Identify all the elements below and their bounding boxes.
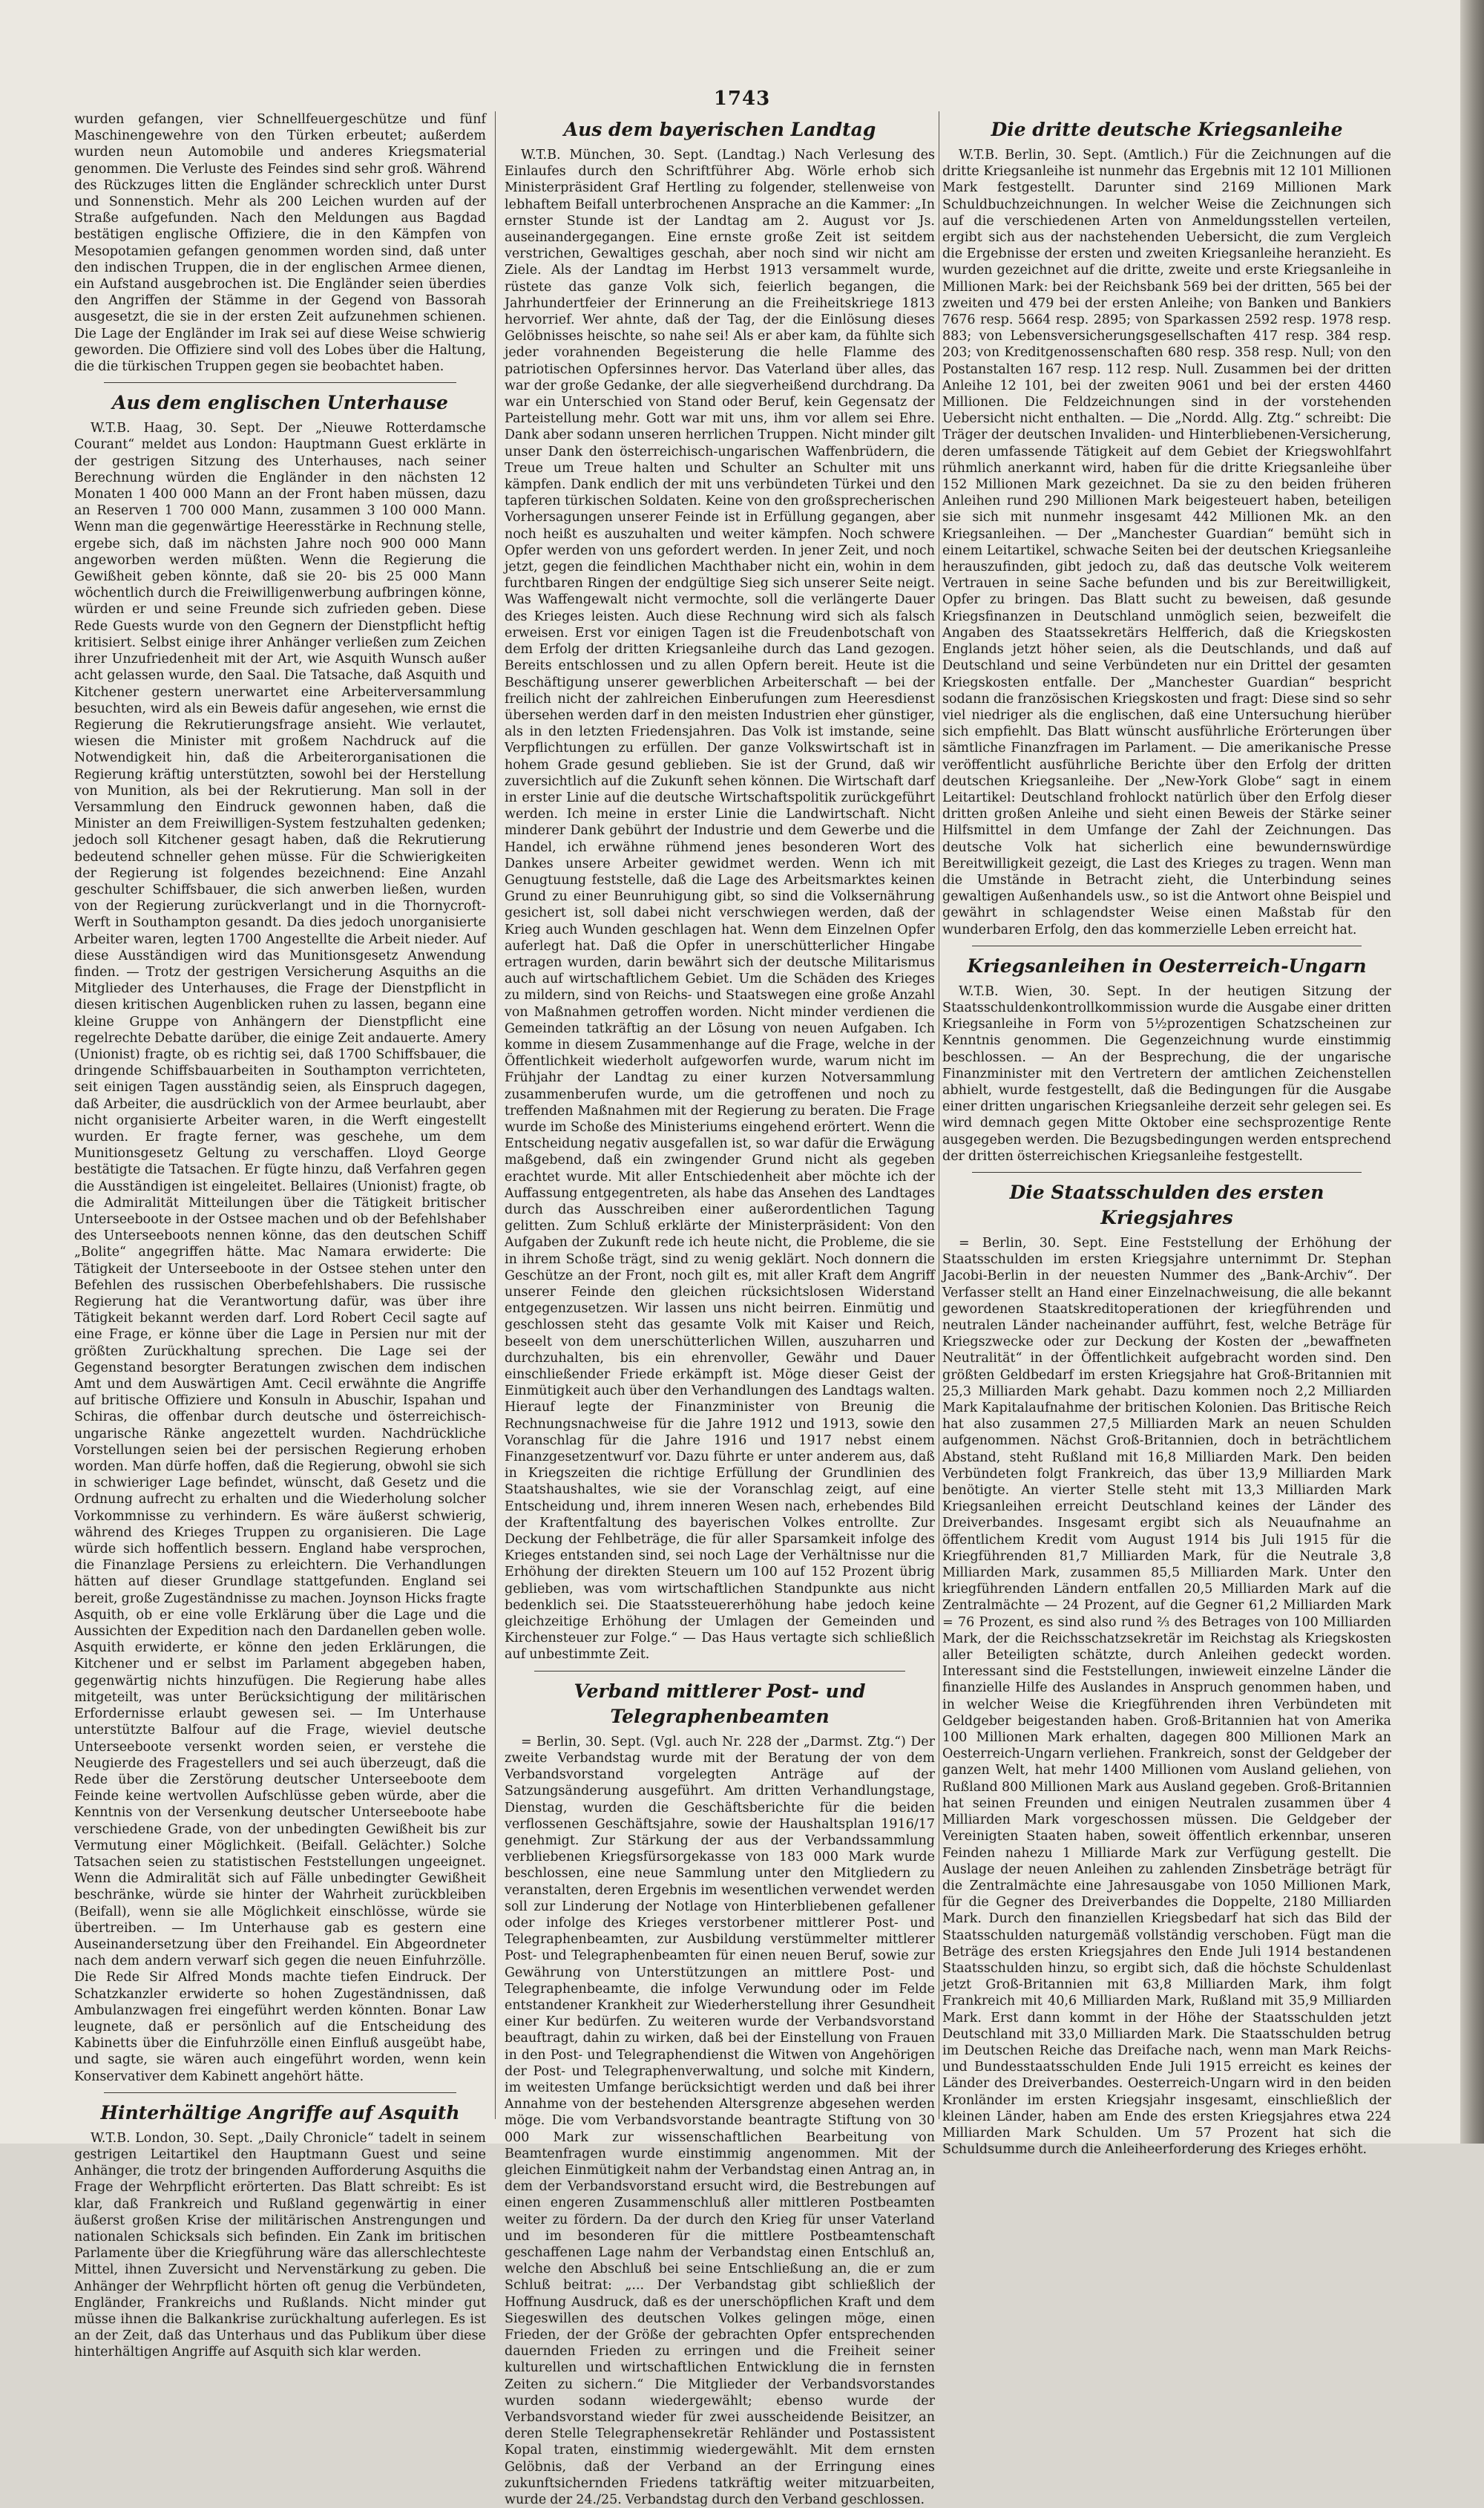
article-paragraph: = Berlin, 30. Sept. Eine Feststellung der Erhöhung der Staatsschulden im ersten Kriegsjahre unternimmt Dr. Stephan Jacobi-Berlin in der neuesten Nummer des „Bank-Archiv“. Der Verfasser stellt an Hand einer Einzelnachweisung, die alle bekannt gewordenen Staatskreditoperationen der kriegführenden und neutralen Länder nacheinander aufführt, fest, welche Beträge für Kriegszwecke oder zur Deckung der Kosten der „bewaffneten Neutralität“ in der Öffentlichkeit aufgebracht worden sind. Den größten Geldbedarf im ersten Kriegsjahre hat Groß-Britannien mit 25,3 Milliarden Mark gehabt. Dazu kommen noch 2,2 Milliarden Mark Kapitalaufnahme der britischen Kolonien. Das Britische Reich hat also zusammen 27,5 Milliarden Mark an neuen Schulden aufgenommen. Nächst Groß-Britannien, doch in beträchtlichem Abstand, steht Rußland mit 16,8 Milliarden Mark. Den beiden Verbündeten folgt Frankreich, das über 13,9 Milliarden Mark benötigte. An vierter Stelle steht mit 13,3 Milliarden Mark Kriegsanleihen erreicht Deutschland keines der Länder des Dreiverbandes. Insgesamt ergibt sich als Neuaufnahme an öffentlichem Kredit vom August 1914 bis Juli 1915 für die Kriegführenden 81,7 Milliarden Mark, für die Neutrale 3,8 Milliarden Mark, zusammen 85,5 Milliarden Mark. Unter den kriegführenden Ländern entfallen 20,5 Milliarden Mark auf die Zentralmächte — 24 Prozent, auf die Gegner 61,2 Milliarden Mark = 76 Prozent, es sind also rund ⅔ des Betrages von 100 Milliarden Mark, der die Reichsschatzsekretär im Reichstag als Kriegskosten aller Beteiligten schätzte, durch Anleihen gedeckt worden. Interessant sind die Feststellungen, inwieweit einzelne Länder die finanzielle Hilfe des Auslandes in Anspruch genommen haben, und in welcher Weise die Kriegführenden ihren Verbündeten mit Geldgeber beigestanden haben. Groß-Britannien hat von Amerika 100 Millionen Mark erhalten, dagegen 800 Millionen Mark an Oesterreich-Ungarn verliehen. Frankreich, sonst der Geldgeber der ganzen Welt, hat mehr 1400 Millionen vom Ausland geliehen, von Rußland 800 Millionen Mark aus Ausland gegeben. Groß-Britannien hat seinen Freunden und einigen Neutralen zusammen über 4 Milliarden Mark vorgeschossen müssen. Die Geldgeber der Vereinigten Staaten haben, soweit öffentlich erkennbar, unseren Feinden nahezu 1 Milliarde Mark zur Verfügung gestellt. Die Auslage der neuen Anleihen zu zahlenden Zinsbeträge beträgt für die Zentralmächte eine Jahresausgabe von 1050 Millionen Mark, für die Gegner des Dreiverbandes die Doppelte, 2180 Milliarden Mark. Durch den finanziellen Kriegsbedarf hat sich das Bild der Staatsschulden naturgemäß vollständig verschoben. Fügt man die Beträge des ersten Kriegsjahres den Ende Juli 1914 bestandenen Staatsschulden hinzu, so ergibt sich, daß die höchste Schuldenlast jetzt Groß-Britannien mit 63,8 Milliarden Mark, ihm folgt Frankreich mit 40,6 Milliarden Mark, Rußland mit 35,9 Milliarden Mark. Erst dann kommt in der Höhe der Staatsschulden jetzt Deutschland mit 33,0 Milliarden Mark. Die Staatsschulden betrug im Deutschen Reiche das Dreifache nach, wenn man Mark Reichs- und Bundesstaatsschulden Ende Juli 1915 erreicht es keines der Länder des Dreiverbandes. Oesterreich-Ungarn wird in den beiden Kronländer im ersten Kriegsjahr insgesamt, einschließlich der kleinen Länder, haben am Ende des ersten Kriegsjahres etwa 224 Milliarden Mark Schulden. Um 57 Prozent hat sich die Schuldsumme durch die Anleiheerforderung des Krieges erhöht.	[942, 1235, 1391, 2158]
headline-state-debts-first-war-year: Die Staatsschulden des ersten Kriegsjahres	[1009, 1181, 1324, 1228]
article-paragraph: W.T.B. London, 30. Sept. „Daily Chronicle“ tadelt in seinem gestrigen Leitartikel den Hauptmann Guest und seine Anhänger, die trotz der bringenden Aufforderung Asquiths die Frage der Wehrpflicht erörterten. Das Blatt schreibt: Es ist klar, daß Frankreich und Rußland gegenwärtig in einer äußerst großen Krise der militärischen Anstrengungen und nationalen Schicksals sich befinden. Ein Zank im britischen Parlamente über die Kriegführung wäre das allerschlechteste Mittel, ihnen Zuversicht und Nervenstärkung zu geben. Die Anhänger der Wehrpflicht hörten oft genug die Verbündeten, Engländer, Frankreichs und Rußlands. Nicht minder gut müsse ihnen die Balkankrise zurückhaltung auferlegen. Es ist an der Zeit, daß das Unterhaus und das Publikum über diese hinterhältigen Angriffe auf Asquith sich klar werden.	[74, 2130, 486, 2360]
column-middle	[505, 111, 936, 2508]
column-right	[942, 111, 1391, 2158]
headline-third-war-loan: Die dritte deutsche Kriegsanleihe	[991, 119, 1343, 140]
continued-article-text: wurden gefangen, vier Schnellfeuergeschütze und fünf Maschinengewehre von den Türken erbeutet; außerdem wurden neun Automobile und anderes Kriegsmaterial genommen. Die Verluste des Feindes sind sehr groß. Während des Rückzuges litten die Engländer schrecklich unter Durst und Sonnenstich. Mehr als 200 Leichen wurden auf der Straße aufgefunden. Nach den Meldungen aus Bagdad bestätigen englische Offiziere, die in den Kämpfen von Mesopotamien gefangen genommen worden sind, daß unter den indischen Truppen, die in der englischen Armee dienen, ein Aufstand ausgebrochen ist. Die Engländer seien überdies den Angriffen der Stämme in der Gegend von Bassorah ausgesetzt, die sie in der ersten Zeit aufzunehmen schienen. Die Lage der Engländer im Irak sei auf diese Weise schwierig geworden. Die Offiziere sind voll des Lobes über die Haltung, die die türkischen Truppen gegen sie beobachtet haben.	[74, 112, 486, 375]
section-divider	[104, 2092, 456, 2093]
headline-postal-officials-union: Verband mittlerer Post- und Telegraphenbeamten	[574, 1680, 866, 1727]
article-paragraph: W.T.B. Wien, 30. Sept. In der heutigen Sitzung der Staatsschuldenkontrollkommission wurde die Ausgabe einer dritten Kriegsanleihe in Form von 5½prozentigen Schatzscheinen zur Kenntnis genommen. Die Gegenzeichnung wurde einstimmig beschlossen. — An der Besprechung, die der ungarische Finanzminister mit den Vertretern der amtlichen Zeichenstellen abhielt, wurde festgestellt, daß die Bedingungen für die Ausgabe einer dritten ungarischen Kriegsanleihe derzeit sehr gelegen sei. Es wird demnach gegen Mitte Oktober eine sechsprozentige Rente ausgegeben werden. Die Bezugsbedingungen werden entsprechend der dritten österreichischen Kriegsanleihe festgestellt.	[942, 983, 1391, 1164]
article-paragraph: W.T.B. München, 30. Sept. (Landtag.) Nach Verlesung des Einlaufes durch den Schriftführer Abg. Wörle erhob sich Ministerpräsident Graf Hertling zu folgender, stellenweise von lebhaftem Beifall unterbrochenen Ansprache an die Kammer: „In ernster Stunde ist der Landtag am 2. August vor Js. auseinandergegangen. Eine ernste große Zeit ist seitdem verstrichen, Gewaltiges geschah, aber noch sind wir nicht am Ziele. Als der Landtag im Herbst 1913 versammelt wurde, rüstete das ganze Volk sich, feierlich begangen, die Jahrhundertfeier der Erinnerung an die Freiheitskriege 1813 hervorrief. Wer ahnte, daß der Tag, der die Einlösung dieses Gelöbnisses heischte, so nahe sei! Als er aber kam, da fühlte sich jeder vorahnenden Begeisterung die helle Flamme des patriotischen Opfersinnes hervor. Das Vaterland über alles, das war der große Gedanke, der alle siegverheißend durchdrang. Da war ein Unterschied von Stand oder Beruf, kein Gegensatz der Parteistellung mehr. Gott war mit uns, ihm vor allem sei Ehre. Dank aber sodann unseren herrlichen Truppen. Nicht minder gilt unser Dank den österreichisch-ungarischen Waffenbrüdern, die Treue um Treue halten und Schulter an Schulter mit uns kämpfen. Dank endlich der mit uns verbündeten Türkei und den tapferen türkischen Soldaten. Keine von den großsprecherischen Vorhersagungen unserer Feinde ist in Erfüllung gegangen, aber noch heißt es auszuhalten und weiter kämpfen. Noch schwere Opfer werden von uns gefordert werden. In jener Zeit, und noch jetzt, gegen die feindlichen Machthaber nicht ein, wohin in dem furchtbaren Ringen der endgültige Sieg sich unserer Seite neigt. Was Waffengewalt nicht vermochte, soll die verlängerte Dauer des Krieges leisten. Auch diese Rechnung wird sich als falsch erweisen. Erst vor einigen Tagen ist die Freudenbotschaft von dem Erfolg der dritten Kriegsanleihe durch das Land gezogen. Bereits entschlossen und zu allen Opfern bereit. Heute ist die Beschäftigung unserer gewerblichen Arbeiterschaft — bei der freilich nicht der zahlreichen Einberufungen zum Heeresdienst übersehen werden darf in den meisten Industrien eher günstiger, als in den letzten Friedensjahren. Das Volk ist imstande, seine Verpflichtungen zu erfüllen. Der ganze Volkswirtschaft ist in hohem Grade gesund geblieben. Sie ist der Grund, daß wir zuversichtlich auf die Zukunft sehen können. Die Wirtschaft darf in erster Linie auf die deutsche Wirtschaftspolitik zurückgeführt werden. Ich meine in erster Linie die Landwirtschaft. Nicht minderer Dank gebührt der Industrie und dem Gewerbe und die Handel, ich erwähne rühmend jenes besonderen Wort des Dankes unsere Arbeiter gewidmet werden. Wenn ich mit Genugtuung feststelle, daß die Lage des Arbeitsmarktes keinen Grund zu einer Beunruhigung gibt, so sind die Volksernährung gesichert ist, soll dabei nicht verschwiegen werden, daß der Krieg auch Wunden geschlagen hat. Wenn dem Einzelnen Opfer auferlegt hat. Daß die Opfer in unerschütterlicher Hingabe ertragen wurden, darin bewährt sich der deutsche Militarismus auch auf wirtschaftlichem Gebiet. Um die Schäden des Krieges zu mildern, sind von Reichs- und Staatswegen eine große Anzahl von Maßnahmen getroffen worden. Nicht minder verdienen die Gemeinden tatkräftig an der Lösung von neuen Aufgaben. Ich komme in diesem Zusammenhange auf die Frage, welche in der Öffentlichkeit wiederholt aufgeworfen wurde, warum nicht im Frühjahr der Landtag zu einer kurzen Notversammlung zusammenberufen wurde, um die getroffenen und noch zu treffenden Maßnahmen mit der Regierung zu beraten. Die Frage wurde im Schoße des Ministeriums eingehend erörtert. Wenn die Entscheidung negativ ausgefallen ist, so war dafür die Erwägung maßgebend, daß ein zwingender Grund nicht als gegeben erachtet wurde. Mit aller Entschiedenheit aber möchte ich der Auffassung entgegentreten, als habe das Ansehen des Landtages durch das Ausschreiben einer außerordentlichen Tagung gelitten. Zum Schluß erklärte der Ministerpräsident: Von den Aufgaben der Zukunft rede ich heute nicht, die Probleme, die sie in ihrem Schoße trägt, sind zu wenig geklärt. Noch donnern die Geschütze an der Front, noch gilt es, mit aller Kraft dem Angriff unserer Feinde den gleichen rücksichtslosen Widerstand entgegenzusetzen. Wir lassen uns nicht beirren. Einmütig und geschlossen steht das gesamte Volk mit Kaiser und Reich, beseelt von dem unerschütterlichen Willen, auszuharren und durchzuhalten, bis ein ehrenvoller, Gewähr und Dauer einschließender Friede erkämpft ist. Möge dieser Geist der Einmütigkeit auch über den Verhandlungen des Landtags walten. Hierauf legte der Finanzminister von Breunig die Rechnungsnachweise für die Jahre 1912 und 1913, sowie den Voranschlag für die Jahre 1916 und 1917 nebst einem Finanzgesetzentwurf vor. Dazu führte er unter anderem aus, daß in Kriegszeiten die richtige Erfüllung der Grundlinien des Staatshaushaltes, wie sie der Voranschlag zeigt, auf eine Entscheidung und, ihrem inneren Wesen nach, erhebendes Bild der Kraftentfaltung des bayerischen Volkes entrollte. Zur Deckung der Fehlbeträge, die für aller Sparsamkeit infolge des Krieges entstanden sind, sei noch Lage der Verhältnisse nur die Erhöhung der direkten Steuern um 100 auf 152 Prozent übrig geblieben, was vom wirtschaftlichen Standpunkte aus nicht bedenklich sei. Die Staatssteuererhöhung habe jedoch keine gleichzeitige Erhöhung der Umlagen der Gemeinden und Kirchensteuer zur Folge.“ — Das Haus vertagte sich schließlich auf unbestimmte Zeit.	[505, 148, 936, 1663]
article-paragraph: W.T.B. Berlin, 30. Sept. (Amtlich.) Für die Zeichnungen auf die dritte Kriegsanleihe ist nunmehr das Ergebnis mit 12 101 Millionen Mark festgestellt. Darunter sind 2169 Millionen Mark Schuldbuchzeichnungen. In welcher Weise die Zeichnungen sich auf die verschiedenen Arten von Anmeldungsstellen verteilen, ergibt sich aus der nachstehenden Uebersicht, die zum Vergleich die Ergebnisse der ersten und zweiten Kriegsanleihe heranzieht. Es wurden gezeichnet auf die dritte, zweite und erste Kriegsanleihe in Millionen Mark: bei der Reichsbank 569 bei der dritten, 565 bei der zweiten und 479 bei der ersten Anleihe; von Banken und Bankiers 7676 resp. 5664 resp. 2895; von Sparkassen 2592 resp. 1978 resp. 883; von Lebensversicherungsgesellschaften 417 resp. 384 resp. 203; von Kreditgenossenschaften 680 resp. 358 resp. Null; von den Postanstalten 167 resp. 112 resp. Null. Zusammen bei der dritten Anleihe 12 101, bei der zweiten 9061 und bei der ersten 4460 Millionen. Die Feldzeichnungen sind in der vorstehenden Uebersicht nicht enthalten. — Die „Nordd. Allg. Ztg.“ schreibt: Die Träger der deutschen Invaliden- und Hinterbliebenen-Versicherung, deren umfassende Tätigkeit auf dem Gebiet der Kriegswohlfahrt rühmlich anerkannt wird, haben für die dritte Kriegsanleihe über 152 Millionen Mark gezeichnet. Da sie zu den beiden früheren Anleihen rund 290 Millionen Mark beigesteuert haben, beteiligen sie sich mit nunmehr insgesamt 442 Millionen Mk. an den Kriegsanleihen. — Der „Manchester Guardian“ bemüht sich in einem Leitartikel, schwache Seiten bei der deutschen Kriegsanleihe herauszufinden, gibt jedoch zu, daß das deutsche Volk weiterem Vertrauen in seine Sache befunden und bis zur Bereitwilligkeit, Opfer zu bringen. Das Blatt sucht zu beweisen, daß gesunde Kriegsfinanzen in Deutschland unmöglich seien, bezweifelt die Angaben des Staatssekretärs Helfferich, daß die Kriegskosten Englands jetzt höher seien, als die Deutschlands, und daß auf Deutschland und seine Verbündeten nur ein Drittel der gesamten Kriegskosten entfalle. Der „Manchester Guardian“ bespricht sodann die französischen Kriegskosten und fragt: Diese sind so sehr viel niedriger als die englischen, daß eine Untersuchung hierüber sich empfiehlt. Das Blatt wünscht ausführliche Erörterungen über sämtliche Finanzfragen im Parlament. — Die amerikanische Presse veröffentlicht ausführliche Berichte über den Erfolg der dritten deutschen Kriegsanleihe. Der „New-York Globe“ sagt in einem Leitartikel: Deutschland frohlockt natürlich über den Erfolg dieser dritten großen Anleihe und sieht einen Beweis der Stärke seiner Hilfsmittel in dem Umfange der Zahl der Zeichnungen. Das deutsche Volk hat sicherlich eine bewundernswürdige Bereitwilligkeit gezeigt, die Last des Krieges zu tragen. Wenn man die Umstände in Betracht zieht, die Unterbindung seines gewaltigen Außenhandels usw., so ist die Antwort ohne Beispiel und gewährt in schlagendster Weise einen Maßstab für den wunderbaren Erfolg, den das kommerzielle Leben erreicht hat.	[942, 148, 1391, 937]
headline-attacks-on-asquith: Hinterhältige Angriffe auf Asquith	[100, 2101, 460, 2124]
headline-english-parliament: Aus dem englischen Unterhause	[112, 392, 448, 414]
column-left	[74, 111, 486, 2360]
headline-austria-hungary-war-loans: Kriegsanleihen in Oesterreich-Ungarn	[967, 955, 1367, 977]
section-divider	[972, 1172, 1362, 1173]
section-divider	[104, 382, 456, 383]
page-number: 1743	[713, 88, 771, 110]
article-paragraph: = Berlin, 30. Sept. (Vgl. auch Nr. 228 der „Darmst. Ztg.“) Der zweite Verbandstag wurde mit der Beratung der von dem Verbandsvorstand vorgelegten Anträge auf der Satzungsänderung ausgeführt. Am dritten Verhandlungstage, Dienstag, wurden die Geschäftsberichte für die beiden verflossenen Geschäftsjahre, sowie der Haushaltsplan 1916/17 genehmigt. Zur Stärkung der aus der Verbandssammlung verbliebenen Kriegsfürsorgekasse von 183 000 Mark wurde beschlossen, eine neue Sammlung unter den Mitgliedern zu veranstalten, deren Ergebnis im wesentlichen verwendet werden soll zur Linderung der Notlage von Hinterbliebenen gefallener oder infolge des Krieges verstorbener mittlerer Post- und Telegraphenbeamten, zur Ausbildung verstümmelter mittlerer Post- und Telegraphenbeamten für einen neuen Beruf, sowie zur Gewährung von Unterstützungen an mittlere Post- und Telegraphenbeamte, die infolge Verwundung oder im Felde entstandener Krankheit zur Wiederherstellung ihrer Gesundheit einer Kur bedürfen. Zu weiteren wurde der Verbandsvorstand beauftragt, dahin zu wirken, daß bei der Einstellung von Frauen in den Post- und Telegraphendienst die Witwen von Angehörigen der Post- und Telegraphenverwaltung, und solche mit Kindern, im weitesten Umfange berücksichtigt werden und daß bei ihrer Annahme von der bestehenden Altersgrenze abgesehen werden möge. Die vom Verbandsvorstande beantragte Stiftung von 30 000 Mark zur wissenschaftlichen Bearbeitung von Beamtenfragen wurde einstimmig angenommen. Mit der gleichen Einmütigkeit nahm der Verbandstag einen Antrag an, in dem der Verbandsvorstand ersucht wird, die Bestrebungen auf einen engeren Zusammenschluß aller mittleren Postbeamten weiter zu fördern. Da der durch den Krieg für unser Vaterland und im besonderen für die mittlere Postbeamtenschaft geschaffenen Lage nahm der Verbandstag einen Entschluß an, welche den Abschluß bei seine Entschließung an, die er zum Schluß beitrat: „... Der Verbandstag gibt schließlich der Hoffnung Ausdruck, daß es der unerschöpflichen Kraft und dem Siegeswillen des deutschen Volkes gelingen möge, einen Frieden, der der Größe der gebrachten Opfer entsprechenden dauernden Frieden zu erringen und die Freiheit seiner kulturellen und wirtschaftlichen Entwicklung die in fernsten Zeiten zu sichern.“ Die Mitglieder der Verbandsvorstandes wurden sodann wiedergewählt; ebenso wurde der Verbandsvorstand wieder für zwei ausscheidende Beisitzer, an deren Stelle Telegraphensekretär Rehländer und Postassistent Kopal traten, einstimmig wiedergewählt. Mit dem ernsten Gelöbnis, daß der Verband an der Erringung eines zukunftsichernden Friedens tatkräftig weiter mitzuarbeiten, wurde der 24./25. Verbandstag durch den Verband geschlossen.	[505, 1734, 935, 2508]
section-divider	[534, 1671, 905, 1672]
binding-edge	[1460, 0, 1484, 2144]
column-divider	[495, 111, 496, 2119]
headline-bavarian-landtag: Aus dem bayerischen Landtag	[563, 119, 876, 140]
article-paragraph: W.T.B. Haag, 30. Sept. Der „Nieuwe Rotterdamsche Courant“ meldet aus London: Hauptmann Guest erklärte in der gestrigen Sitzung des Unterhauses, nach seiner Berechnung würden die Engländer in den nächsten 12 Monaten 1 400 000 Mann an der Front haben müssen, dazu an Reserven 1 700 000 Mann, zusammen 3 100 000 Mann. Wenn man die gegenwärtige Heeresstärke in Rechnung stelle, ergebe sich, daß im nächsten Jahre noch 900 000 Mann angeworben werden müßten. Wenn die Regierung die Gewißheit geben könnte, daß sie 20- bis 25 000 Mann wöchentlich durch die Freiwilligenwerbung aufbringen könne, würden er und seine Freunde sich zufrieden geben. Diese Rede Guests wurde von den Gegnern der Dienstpflicht heftig kritisiert. Selbst einige ihrer Anhänger verließen zum Zeichen ihrer Unzufriedenheit mit der Art, wie Asquith Wunsch außer acht gelassen wurde, den Saal. Die Tatsache, daß Asquith und Kitchener gestern unerwartet eine Arbeiterversammlung besuchten, wird als ein Beweis dafür angesehen, wie ernst die Regierung die Rekrutierungsfrage ansieht. Wie verlautet, wiesen die Minister mit großem Nachdruck auf die Notwendigkeit hin, daß die Arbeiterorganisationen die Regierung kräftig unterstützten, sowohl bei der Herstellung von Munition, als bei der Rekrutierung. Man soll in der Versammlung den Eindruck gewonnen haben, daß die Minister an dem Freiwilligen-System festzuhalten gedenken; jedoch soll Kitchener gesagt haben, daß die Rekrutierung bedeutend schneller gehen müsse. Für die Schwierigkeiten der Regierung ist folgendes bezeichnend: Eine Anzahl geschulter Schiffsbauer, die sich anwerben ließen, wurden von der Regierung zurückverlangt und in die Thornycroft-Werft in Southampton gesandt. Da dies jedoch unorganisierte Arbeiter waren, legten 1700 Angestellte die Arbeit nieder. Auf diese Ausständigen wird das Munitionsgesetz Anwendung finden. — Trotz der gestrigen Versicherung Asquiths an die Mitglieder des Unterhauses, die Frage der Dienstpflicht in diesen kritischen Augenblicken ruhen zu lassen, begann eine kleine Gruppe von Anhängern der Dienstpflicht eine regelrechte Debatte darüber, die einige Zeit andauerte. Amery (Unionist) fragte, ob es richtig sei, daß 1700 Schiffsbauer, die dringende Schiffsbauarbeiten in Southampton verrichteten, seit einigen Tagen ausständig seien, als Einspruch dagegen, daß Arbeiter, die ausdrücklich von der Armee beurlaubt, aber nicht organisierte Arbeiter waren, in die Werft eingestellt wurden. Er fragte ferner, was geschehe, um dem Munitionsgesetz Geltung zu verschaffen. Lloyd George bestätigte die Tatsachen. Er fügte hinzu, daß Verfahren gegen die Ausständigen ist eingeleitet. Bellaires (Unionist) fragte, ob die Admiralität Mitteilungen über die Tätigkeit britischer Unterseeboote in der Ostsee machen und ob der Befehlshaber des Unterseeboots nennen könne, das den deutschen Schiff „Bolite“ angegriffen hätte. Mac Namara erwiderte: Die Tätigkeit der Unterseeboote in der Ostsee stehen unter den Befehlen des russischen Oberbefehlshabers. Die russische Regierung hat die Verantwortung dafür, was über ihre Tätigkeit bekannt werden darf. Lord Robert Cecil sagte auf eine Frage, er könne über die Lage in Persien nur mit der größten Zurückhaltung sprechen. Die Lage sei der Gegenstand besorgter Beratungen zwischen dem indischen Amt und dem Auswärtigen Amt. Cecil erwähnte die Angriffe auf britische Offiziere und Konsuln in Abuschir, Ispahan und Schiras, die offenbar durch deutsche und österreichisch-ungarische Ränke angezettelt wurden. Nachdrückliche Vorstellungen seien bei der persischen Regierung erhoben worden. Man dürfe hoffen, daß die Regierung, obwohl sie sich in schwieriger Lage befindet, wünscht, daß Gesetz und die Ordnung aufrecht zu erhalten und die Wiederholung solcher Vorkommnisse zu verhindern. Es wäre äußerst schwierig, während des Krieges Truppen zu organisieren. Die Lage würde sich hoffentlich bessern. England habe versprochen, die Finanzlage Persiens zu erleichtern. Die Verhandlungen hätten auf dieser Grundlage stattgefunden. England sei bereit, große Zugeständnisse zu machen. Joynson Hicks fragte Asquith, ob er eine volle Erklärung über die Lage und die Aussichten der Expedition nach den Dardanellen geben wolle. Asquith erwiderte, er könne den jeden Erklärungen, die Kitchener und er selbst im Parlament abgegeben haben, gegenwärtig nichts hinzufügen. Die Regierung habe alles mitgeteilt, was unter Berücksichtigung der militärischen Erfordernisse erlaubt gewesen sei. — Im Unterhause unterstützte Balfour auf die Frage, wieviel deutsche Unterseeboote versenkt worden seien, er verstehe die Neugierde des Fragestellers und sei auch überzeugt, daß die Rede über die Zerstörung deutscher Unterseeboote dem Feinde keine wertvollen Aufschlüsse geben würde, aber die Kenntnis von der Versenkung deutscher Unterseeboote habe verschiedene Grade, von der unbedingten Gewißheit bis zur Vermutung einer Möglichkeit. (Beifall. Gelächter.) Solche Tatsachen seien zu statistischen Feststellungen ungeeignet. Wenn die Admiralität sich auf Fälle unbedingter Gewißheit beschränke, würde sie hinter der Wahrheit zurückbleiben (Beifall), wenn sie alle Möglichkeit einschlösse, würde sie übertreiben. — Im Unterhause gab es gestern eine Auseinandersetzung über den Freihandel. Ein Abgeordneter nach dem andern verwarf sich gegen die neuen Einfuhrzölle. Die Rede Sir Alfred Monds machte tiefen Eindruck. Der Schatzkanzler erwiderte so hohen Zugeständnissen, daß Ambulanzwagen frei eingeführt werden könnten. Bonar Law leugnete, daß er persönlich auf die Entscheidung des Kabinetts über die Einfuhrzölle einen Einfluß ausgeübt habe, und sagte, sie wären auch eingeführt worden, wenn kein Konservativer dem Kabinett angehört hätte.	[74, 421, 486, 2084]
